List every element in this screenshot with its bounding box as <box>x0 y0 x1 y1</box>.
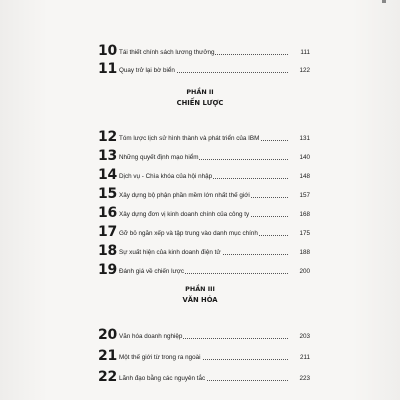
chapter-title: Lãnh đạo bằng các nguyên tắc <box>119 375 206 382</box>
chapter-title: Quay trở lại bờ biển <box>119 67 175 74</box>
chapter-number: 13 <box>98 148 117 164</box>
chapter-number: 15 <box>98 186 117 202</box>
toc-entry <box>98 364 310 385</box>
chapter-number: 19 <box>98 262 117 278</box>
chapter-number: 11 <box>98 61 117 77</box>
page-number: 140 <box>299 154 310 161</box>
toc-entry <box>98 343 310 364</box>
chapter-number: 22 <box>98 369 117 385</box>
toc-entry <box>98 181 310 202</box>
chapter-number: 16 <box>98 205 117 221</box>
page-edge-mark <box>382 0 386 3</box>
page-number: 223 <box>299 375 310 382</box>
toc-entry <box>98 219 310 240</box>
page-number: 168 <box>299 211 310 218</box>
chapter-title: Xây dựng bộ phận phần mềm lớn nhất thế giới <box>119 192 250 199</box>
part-label: PHẦN III <box>185 285 215 293</box>
toc-entry <box>98 38 310 59</box>
chapter-number: 20 <box>98 327 117 343</box>
chapter-title: Tóm lược lịch sử hình thành và phát triển của IBM <box>119 135 260 142</box>
page-number: 175 <box>299 230 310 237</box>
toc-entry <box>98 124 310 145</box>
toc-entry <box>98 200 310 221</box>
chapter-number: 14 <box>98 167 117 183</box>
chapter-title: Dịch vụ - Chìa khóa của hội nhập <box>119 173 213 180</box>
chapter-title: Những quyết định mạo hiểm <box>119 154 199 161</box>
chapter-title: Sự xuất hiện của kinh doanh điện tử <box>119 249 221 256</box>
chapter-title: Tái thiết chính sách lương thưởng <box>119 49 215 56</box>
chapter-number: 10 <box>98 43 117 59</box>
page-number: 148 <box>299 173 310 180</box>
toc-entry <box>98 322 310 343</box>
chapter-number: 18 <box>98 243 117 259</box>
chapter-title: Đánh giá về chiến lược <box>119 268 185 275</box>
toc-entry <box>98 238 310 259</box>
toc-entry <box>98 257 310 278</box>
part-title: CHIẾN LƯỢC <box>176 99 224 107</box>
chapter-title: Văn hóa doanh nghiệp <box>119 333 183 340</box>
part-label: PHẦN II <box>186 88 214 96</box>
page-number: 203 <box>299 333 310 340</box>
page-number: 131 <box>299 135 310 142</box>
chapter-number: 17 <box>98 224 117 240</box>
toc-entry <box>98 143 310 164</box>
page-number: 188 <box>299 249 310 256</box>
chapter-title: Gỡ bỏ ngăn xếp và tập trung vào danh mục chính <box>119 230 258 237</box>
chapter-title: Xây dựng đơn vị kinh doanh chính của công ty <box>119 211 250 218</box>
toc-entry <box>98 162 310 183</box>
page-number: 211 <box>299 354 310 361</box>
chapter-number: 21 <box>98 348 117 364</box>
page-number: 111 <box>300 49 310 56</box>
page-number: 122 <box>299 67 310 74</box>
page-number: 157 <box>299 192 310 199</box>
part-title: VĂN HÓA <box>182 296 218 304</box>
chapter-title: Một thế giới từ trong ra ngoài <box>119 354 201 361</box>
toc-entry <box>98 56 310 77</box>
page-number: 200 <box>299 268 310 275</box>
chapter-number: 12 <box>98 129 117 145</box>
